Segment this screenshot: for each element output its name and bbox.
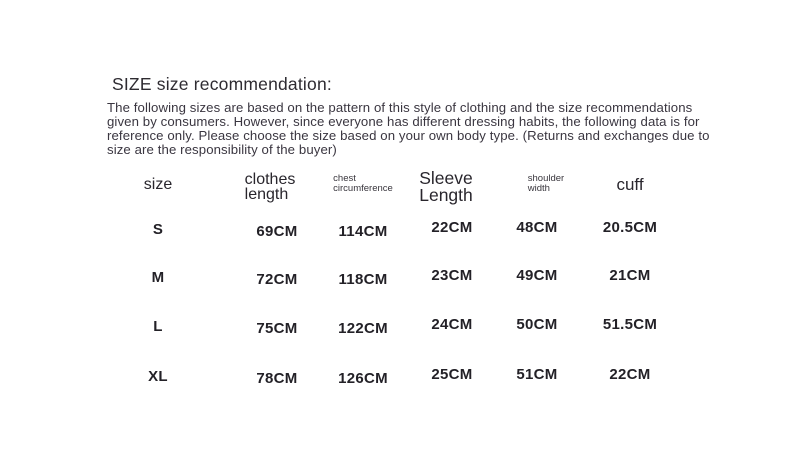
header-line: circumference xyxy=(333,183,393,194)
size-label: L xyxy=(153,318,163,335)
header-line: clothes xyxy=(244,170,296,188)
table-cell: 22CM xyxy=(609,365,651,383)
table-cell: 75CM xyxy=(256,320,298,337)
header-label xyxy=(616,174,644,194)
table-cell: 118CM xyxy=(338,271,388,288)
table-cell: 25CM xyxy=(431,365,473,383)
header-line: Length xyxy=(419,184,473,205)
header-line: size xyxy=(143,176,173,193)
header-label xyxy=(419,170,473,203)
header-line: shoulder xyxy=(527,173,565,184)
table-cell: 23CM xyxy=(431,267,473,284)
disclaimer-line: size are the responsibility of the buyer) xyxy=(107,141,337,157)
table-cell: 50CM xyxy=(516,316,558,333)
disclaimer-line: given by consumers. However, since everyone has different dressing habits, the following data is for xyxy=(107,113,700,129)
header-line: length xyxy=(244,185,289,203)
table-cell: 114CM xyxy=(338,222,388,240)
table-cell: 126CM xyxy=(338,369,388,387)
table-cell: 20.5CM xyxy=(602,218,658,236)
table-cell: 51CM xyxy=(516,365,558,383)
header-label xyxy=(528,174,564,194)
table-cell: 51.5CM xyxy=(602,316,658,333)
column-cuff xyxy=(570,168,690,401)
size-label: S xyxy=(152,220,164,238)
column-header-cuff xyxy=(570,166,690,203)
size-disclaimer xyxy=(107,101,710,157)
header-label xyxy=(144,177,172,192)
table-cell: 78CM xyxy=(256,369,298,387)
disclaimer-line: The following sizes are based on the pattern of this style of clothing and the size recommendations xyxy=(107,100,693,115)
column-header-size xyxy=(98,166,218,203)
header-label xyxy=(245,172,296,202)
size-label: M xyxy=(151,269,165,286)
disclaimer-line: reference only. Please choose the size based on your own body type. (Returns and exchanges due to xyxy=(107,127,710,143)
header-label xyxy=(333,174,393,194)
header-line: chest xyxy=(333,173,356,184)
column-size xyxy=(98,168,218,401)
page-title: SIZE size recommendation: xyxy=(112,74,332,94)
header-line: Sleeve xyxy=(419,168,473,188)
table-cell: 48CM xyxy=(516,218,558,236)
table-cell: 24CM xyxy=(431,316,473,333)
table-cell: 69CM xyxy=(256,222,298,240)
header-line: cuff xyxy=(616,174,644,194)
size-label: XL xyxy=(148,367,168,385)
table-cell: 72CM xyxy=(256,271,298,288)
table-cell: 21CM xyxy=(609,267,651,284)
table-cell: 49CM xyxy=(516,267,558,284)
table-cell: 122CM xyxy=(338,320,388,337)
table-cell: 22CM xyxy=(431,218,473,236)
header-line: width xyxy=(527,183,550,194)
